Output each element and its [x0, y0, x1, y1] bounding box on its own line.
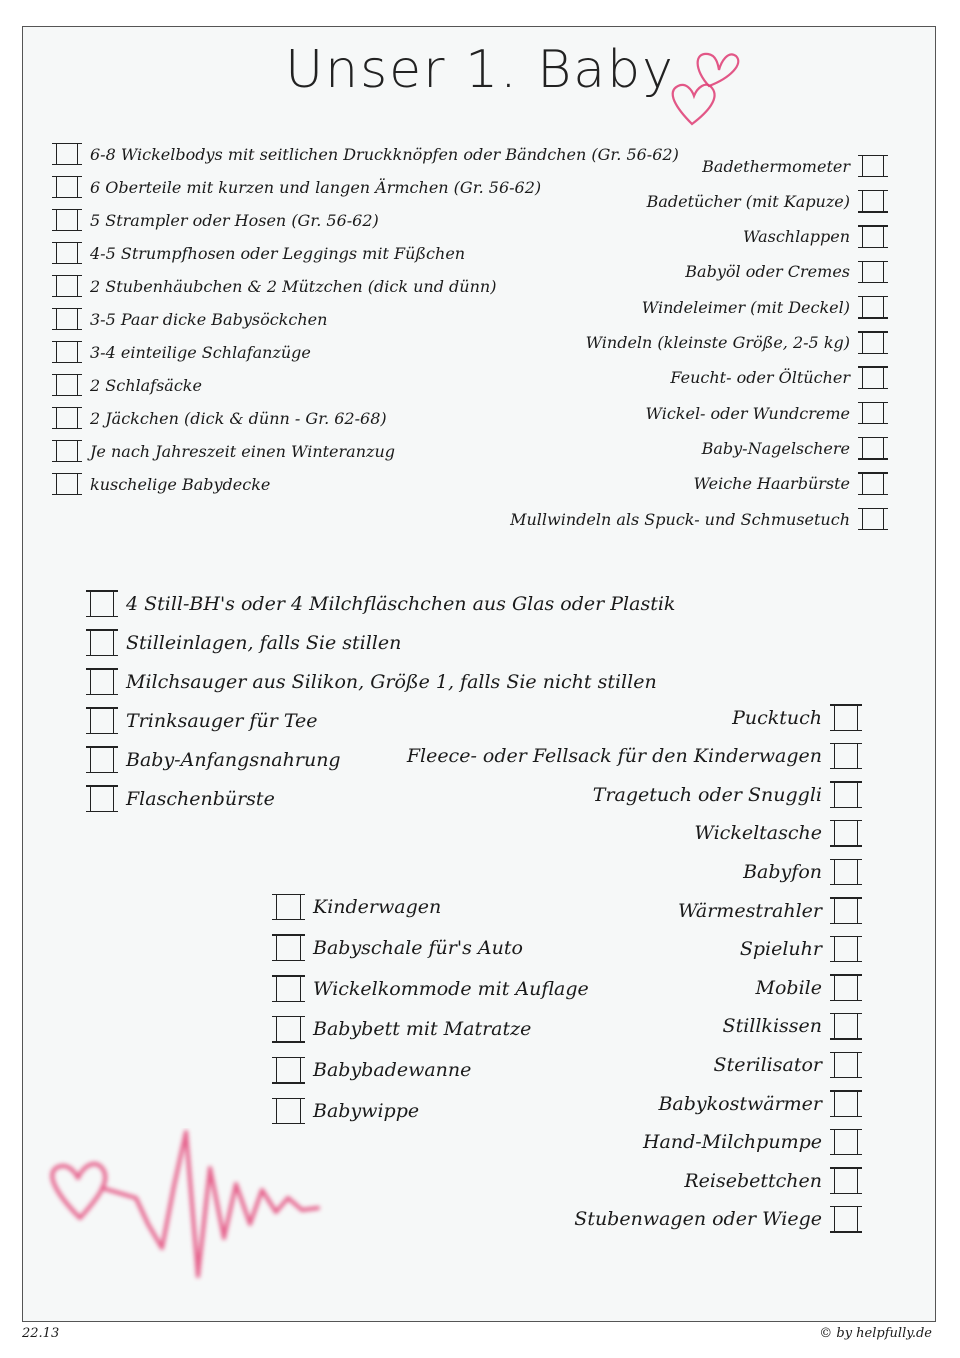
- checkbox[interactable]: [90, 591, 114, 617]
- checklist-item: [647, 185, 884, 217]
- checkbox[interactable]: [56, 341, 78, 363]
- checkbox[interactable]: [276, 1016, 301, 1042]
- checklist-item: [90, 740, 341, 779]
- checklist-item-label: Mullwindeln als Spuck- und Schmusetuch: [510, 509, 850, 529]
- checkbox[interactable]: [834, 1206, 858, 1232]
- checkbox[interactable]: [834, 1052, 858, 1078]
- checkbox[interactable]: [56, 209, 78, 231]
- checklist-item-label: Stubenwagen oder Wiege: [574, 1208, 822, 1231]
- checkbox[interactable]: [90, 747, 114, 773]
- checklist-item-label: Waschlappen: [743, 227, 850, 247]
- checklist-item-label: Tragetuch oder Snuggli: [592, 783, 822, 806]
- heartbeat-icon: [40, 1128, 330, 1288]
- checklist-item-label: Babykostwärmer: [658, 1092, 822, 1115]
- checklist-item-label: Baby-Nagelschere: [701, 438, 850, 458]
- checklist-item: [56, 270, 496, 302]
- page-title: Unser 1. Baby: [285, 40, 675, 100]
- checkbox[interactable]: [862, 473, 884, 495]
- checklist-item: [574, 1200, 858, 1239]
- checklist-item: [276, 888, 441, 926]
- checklist-item: [56, 468, 270, 500]
- checklist-item: [56, 204, 379, 236]
- checklist-item-label: Weiche Haarbürste: [693, 474, 850, 494]
- checkbox[interactable]: [90, 786, 114, 812]
- checklist-item: [642, 291, 884, 323]
- checklist-item: [56, 369, 202, 401]
- checklist-item: [693, 468, 884, 500]
- checklist-item-label: Milchsauger aus Silikon, Größe 1, falls Sie nicht stillen: [126, 670, 657, 693]
- checkbox[interactable]: [862, 296, 884, 318]
- checklist-item: [702, 150, 884, 182]
- checklist-item: [407, 737, 858, 776]
- checkbox[interactable]: [276, 935, 301, 961]
- checklist-item-label: Babyfon: [743, 860, 822, 883]
- checklist-item: [56, 171, 541, 203]
- checklist-item: [56, 402, 387, 434]
- checklist-item: [694, 814, 858, 853]
- checklist-item: [646, 397, 884, 429]
- checkbox[interactable]: [862, 190, 884, 212]
- checkbox[interactable]: [56, 176, 78, 198]
- checkbox[interactable]: [834, 936, 858, 962]
- checkbox[interactable]: [834, 782, 858, 808]
- checklist-item-label: Wickeltasche: [694, 822, 822, 845]
- checkbox[interactable]: [834, 1013, 858, 1039]
- checkbox[interactable]: [276, 976, 301, 1002]
- checklist-item: [670, 362, 884, 394]
- checkbox[interactable]: [862, 332, 884, 354]
- checklist-item-label: Stillkissen: [722, 1015, 822, 1038]
- checklist-item-label: Wärmestrahler: [678, 899, 822, 922]
- checklist-item: [723, 1007, 858, 1046]
- checklist-item-label: Fleece- oder Fellsack für den Kinderwagen: [406, 745, 822, 768]
- checklist-item-label: Windeln (kleinste Größe, 2-5 kg): [585, 333, 850, 352]
- checklist-item-label: Wickel- oder Wundcreme: [645, 403, 850, 423]
- checklist-item: [684, 1161, 858, 1200]
- checkbox[interactable]: [834, 1091, 858, 1117]
- checklist-item: [56, 138, 679, 170]
- checklist-item-label: 4 Still-BH's oder 4 Milchfläschchen aus Glas oder Plastik: [126, 592, 676, 615]
- checklist-item: [732, 698, 858, 737]
- checkbox[interactable]: [56, 275, 78, 297]
- checklist-item-label: Babybadewanne: [313, 1059, 472, 1082]
- checkbox[interactable]: [862, 437, 884, 459]
- checklist-item: [56, 237, 465, 269]
- checklist-item-label: Wickelkommode mit Auflage: [313, 977, 589, 1000]
- checklist-item: [743, 852, 858, 891]
- checklist-item: [90, 701, 318, 740]
- checklist-item-label: Babyöl oder Cremes: [685, 262, 850, 282]
- checkbox[interactable]: [834, 859, 858, 885]
- checkbox[interactable]: [56, 308, 78, 330]
- checkbox[interactable]: [56, 374, 78, 396]
- checklist-item: [276, 1051, 471, 1089]
- checklist-item-label: Windeleimer (mit Deckel): [641, 297, 850, 317]
- checkbox[interactable]: [862, 261, 884, 283]
- checklist-item: [643, 1123, 858, 1162]
- checkbox[interactable]: [276, 1098, 301, 1124]
- checklist-item: [586, 327, 884, 359]
- checkbox[interactable]: [862, 508, 884, 530]
- checklist-item-label: Babywippe: [313, 1100, 420, 1122]
- checklist-item: [276, 1010, 531, 1048]
- checklist-item: [90, 779, 275, 818]
- checklist-item: [593, 775, 858, 814]
- checklist-item: [756, 968, 858, 1007]
- credit-text: © by helpfully.de: [819, 1326, 932, 1341]
- checkbox[interactable]: [56, 473, 78, 495]
- checklist-item: [276, 970, 589, 1008]
- checklist-item-label: Je nach Jahreszeit einen Winteranzug: [90, 441, 395, 461]
- checklist-item-label: 3-5 Paar dicke Babysöckchen: [90, 309, 328, 329]
- checklist-item: [90, 584, 675, 623]
- checkbox[interactable]: [834, 743, 858, 769]
- checklist-item: [90, 623, 401, 662]
- checkbox[interactable]: [834, 975, 858, 1001]
- checkbox[interactable]: [862, 226, 884, 248]
- checklist-item: [658, 1084, 858, 1123]
- checklist-item-label: 3-4 einteilige Schlafanzüge: [90, 342, 311, 362]
- checklist-item: [56, 303, 327, 335]
- checkbox[interactable]: [276, 1057, 301, 1083]
- checkbox[interactable]: [56, 440, 78, 462]
- checklist-item-label: 4-5 Strumpfhosen oder Leggings mit Füßchen: [90, 243, 466, 263]
- checklist-item: [685, 256, 884, 288]
- checkbox[interactable]: [862, 367, 884, 389]
- checkbox[interactable]: [276, 894, 301, 920]
- checkbox[interactable]: [834, 1129, 858, 1155]
- checklist-item: [743, 221, 884, 253]
- checklist-item-label: 2 Stubenhäubchen & 2 Mützchen (dick und dünn): [90, 276, 497, 296]
- checklist-item-label: 6-8 Wickelbodys mit seitlichen Druckknöpfen oder Bändchen (Gr. 56-62): [90, 144, 679, 164]
- checklist-item-label: 6 Oberteile mit kurzen und langen Ärmchen (Gr. 56-62): [90, 177, 542, 197]
- checklist-item: [276, 929, 523, 967]
- checklist-item: [702, 432, 884, 464]
- checkbox[interactable]: [834, 705, 858, 731]
- checklist-item-label: 5 Strampler oder Hosen (Gr. 56-62): [90, 210, 379, 230]
- page-number: 22.13: [22, 1326, 60, 1341]
- checklist-item: [678, 891, 858, 930]
- checklist-item: [714, 1045, 858, 1084]
- checkbox[interactable]: [862, 402, 884, 424]
- checklist-item-label: Feucht- oder Öltücher: [670, 368, 850, 388]
- checklist-item-label: 2 Schlafsäcke: [90, 375, 202, 395]
- checkbox[interactable]: [834, 820, 858, 846]
- checkbox[interactable]: [862, 155, 884, 177]
- checklist-item-label: Baby-Anfangsnahrung: [126, 748, 341, 771]
- checkbox[interactable]: [90, 669, 114, 695]
- checklist-item: [90, 662, 657, 701]
- checklist-item-label: Reisebettchen: [684, 1169, 822, 1192]
- checkbox[interactable]: [56, 143, 78, 165]
- checkbox[interactable]: [56, 407, 78, 429]
- checklist-item-label: Trinksauger für Tee: [126, 709, 318, 732]
- checkbox[interactable]: [90, 630, 114, 656]
- checkbox[interactable]: [56, 242, 78, 264]
- checkbox[interactable]: [834, 898, 858, 924]
- checklist-item-label: 2 Jäckchen (dick & dünn - Gr. 62-68): [90, 408, 387, 428]
- checklist-item-label: Babyschale für's Auto: [313, 936, 523, 959]
- checklist-item-label: Babybett mit Matratze: [313, 1018, 532, 1041]
- checklist-item: [740, 930, 858, 969]
- checklist-item-label: Kinderwagen: [313, 896, 442, 918]
- checklist-item-label: Badetücher (mit Kapuze): [646, 191, 850, 211]
- checklist-item-label: Hand-Milchpumpe: [642, 1131, 822, 1154]
- checkbox[interactable]: [834, 1168, 858, 1194]
- checklist-item: [276, 1092, 419, 1130]
- checklist-item-label: Mobile: [755, 976, 822, 999]
- checklist-item: [56, 336, 311, 368]
- checkbox[interactable]: [90, 708, 114, 734]
- checklist-item: [56, 435, 395, 467]
- checklist-item-label: Stilleinlagen, falls Sie stillen: [126, 631, 402, 654]
- checklist-item-label: Pucktuch: [732, 706, 822, 729]
- checklist-item-label: Sterilisator: [713, 1053, 822, 1076]
- checklist-item-label: kuschelige Babydecke: [90, 474, 271, 494]
- checklist-item-label: Spieluhr: [739, 938, 822, 961]
- checklist-item: [510, 503, 884, 535]
- hearts-icon: [664, 42, 744, 132]
- checklist-item-label: Flaschenbürste: [126, 787, 275, 810]
- checklist-item-label: Badethermometer: [702, 156, 850, 176]
